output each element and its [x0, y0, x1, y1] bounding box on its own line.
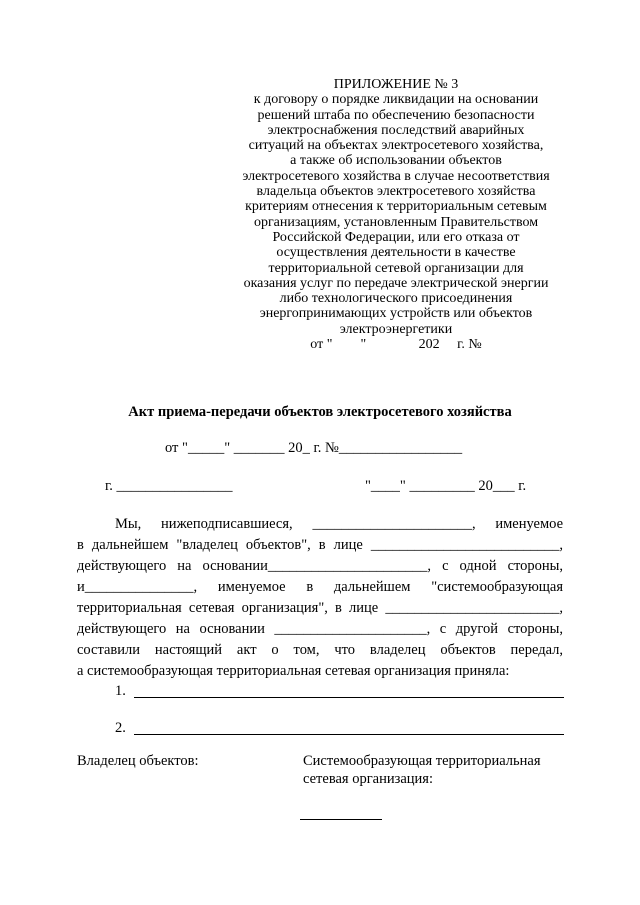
date-right: "____" _________ 20___ г. — [365, 478, 527, 494]
appendix-line: электроснабжения последствий аварийных — [267, 122, 525, 138]
act-date-line: от "_____" _______ 20_ г. №_________________ — [165, 440, 463, 456]
appendix-line: а также об использовании объектов — [290, 153, 502, 169]
appendix-header — [230, 77, 562, 352]
appendix-line: владельца объектов электросетевого хозяйства — [256, 184, 536, 200]
list-item-blank-line — [134, 734, 564, 735]
list-item-blank-line — [134, 697, 564, 698]
appendix-line: ПРИЛОЖЕНИЕ № 3 — [333, 77, 459, 92]
appendix-line: оказания услуг по передаче электрической энергии — [243, 275, 549, 291]
signature-blank-line — [300, 819, 382, 820]
appendix-line: либо технологического присоединения — [279, 291, 513, 307]
body-line: территориальная сетевая организация", в лице ________________________, — [77, 600, 563, 616]
appendix-line: территориальной сетевой организации для — [268, 260, 524, 276]
signature-org-label-line2: сетевая организация: — [303, 771, 433, 787]
signature-org-label-line1: Системообразующая территориальная — [303, 753, 541, 769]
appendix-line: осуществления деятельности в качестве — [276, 245, 516, 261]
appendix-line: ситуаций на объектах электросетевого хозяйства, — [248, 138, 544, 154]
appendix-line: организациям, установленным Правительством — [253, 214, 539, 230]
appendix-line: критериям отнесения к территориальным сетевым — [245, 199, 547, 215]
body-line: составили настоящий акт о том, что владелец объектов передал, — [77, 642, 564, 658]
document-title: Акт приема-передачи объектов электросетевого хозяйства — [128, 404, 512, 420]
body-line: Мы, нижеподписавшиеся, ______________________, именуемое — [115, 516, 564, 532]
appendix-line: электроэнергетики — [339, 321, 453, 337]
body-line: действующего на основании______________________, с одной стороны, — [77, 558, 564, 574]
body-line: действующего на основании _____________________, с другой стороны, — [77, 621, 564, 637]
appendix-line: решений штаба по обеспечению безопасности — [257, 107, 535, 123]
appendix-line: энергопринимающих устройств или объектов — [259, 306, 533, 322]
appendix-line: электросетевого хозяйства в случае несоответствия — [242, 168, 550, 184]
signature-owner-label: Владелец объектов: — [77, 753, 199, 769]
appendix-line: к договору о порядке ликвидации на основании — [253, 92, 539, 108]
appendix-date-line: от " " 202 г. № — [310, 337, 482, 353]
appendix-line: Российской Федерации, или его отказа от — [272, 229, 520, 245]
body-line: а системообразующая территориальная сетевая организация приняла: — [77, 663, 510, 679]
city-line: г. ________________ — [105, 478, 233, 494]
list-item-number: 1. — [115, 683, 126, 699]
list-item-number: 2. — [115, 720, 126, 736]
body-line: в дальнейшем "владелец объектов", в лице __________________________, — [77, 537, 563, 553]
body-line: и_______________, именуемое в дальнейшем "системообразующая — [77, 579, 564, 595]
